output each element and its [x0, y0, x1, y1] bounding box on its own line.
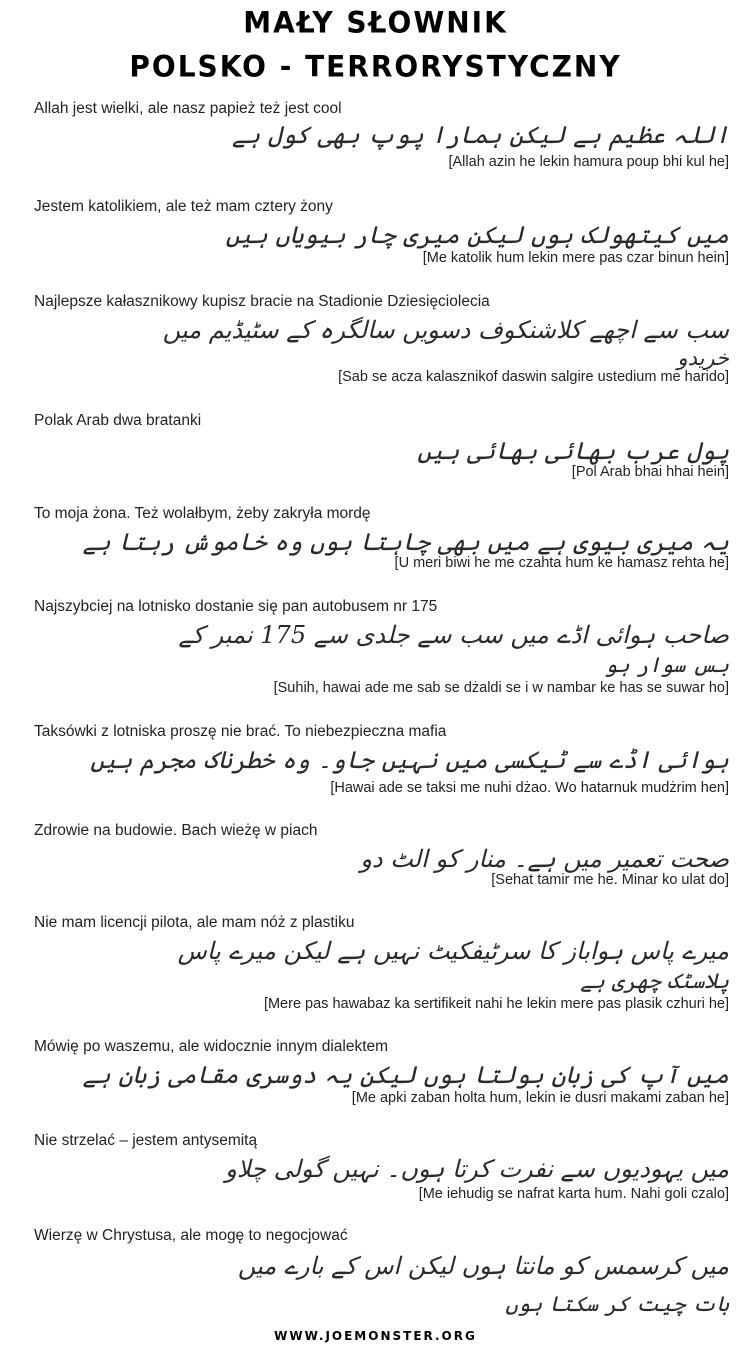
- urdu-handwriting: میں کرسمس کو مانتا ہوں لیکن اس کے بارے میں: [237, 1252, 729, 1280]
- polish-phrase: Mówię po waszemu, ale widocznie innym dialektem: [34, 1038, 389, 1055]
- urdu-handwriting: میں یہودیوں سے نفرت کرتا ہوں۔ نہیں گولی چلاو: [225, 1155, 729, 1183]
- urdu-handwriting: ہوائی اڈے سے ٹیکسی میں نہیں جاو۔ وہ خطرناک مجرم ہیں: [90, 746, 729, 774]
- transliteration: [Sehat tamir me he. Minar ko ulat do]: [491, 872, 729, 888]
- polish-phrase: Nie strzelać – jestem antysemitą: [34, 1132, 258, 1149]
- urdu-handwriting: پول عرب بھائی بھائی ہیں: [417, 437, 729, 465]
- polish-phrase: Taksówki z lotniska proszę nie brać. To niebezpieczna mafia: [34, 723, 447, 740]
- page-title-line-1: MAŁY SŁOWNIK: [243, 5, 508, 40]
- polish-phrase: Allah jest wielki, ale nasz papież też jest cool: [34, 100, 342, 117]
- urdu-handwriting: میں کیتھولک ہوں لیکن میری چار بیویاں ہیں: [225, 221, 729, 249]
- urdu-handwriting: سب سے اچھے کلاشنکوف دسویں سالگرہ کے سٹیڈیم میں: [162, 316, 729, 344]
- transliteration: [Sab se acza kalasznikof daswin salgire ustedium me harido]: [338, 369, 729, 385]
- urdu-handwriting: صحت تعمیر میں ہے۔ منار کو الٹ دو: [360, 845, 729, 873]
- transliteration: [Pol Arab bhai hhai hein]: [571, 464, 729, 480]
- transliteration: [Hawai ade se taksi me nuhi dżao. Wo hatarnuk mudżrim hen]: [330, 780, 729, 796]
- page-title-line-2: POLSKO - TERRORYSTYCZNY: [129, 49, 622, 84]
- urdu-handwriting: میں آپ کی زبان بولتا ہوں لیکن یہ دوسری مقامی زبان ہے: [82, 1061, 729, 1089]
- polish-phrase: Najszybciej na lotnisko dostanie się pan autobusem nr 175: [34, 598, 438, 615]
- transliteration: [U meri biwi he me czahta hum ke hamasz rehta he]: [394, 555, 729, 571]
- polish-phrase: Zdrowie na budowie. Bach wieżę w piach: [34, 822, 318, 839]
- polish-phrase: Jestem katolikiem, ale też mam cztery żony: [34, 198, 333, 215]
- urdu-handwriting: میرے پاس ہواباز کا سرٹیفکیٹ نہیں ہے لیکن میرے پاس: [177, 937, 729, 965]
- transliteration: [Suhih, hawai ade me sab se dżaldi se i w nambar ke has se suwar ho]: [273, 680, 729, 696]
- transliteration: [Mere pas hawabaz ka sertifikeit nahi he lekin mere pas plasik czhuri he]: [263, 996, 729, 1012]
- transliteration: [Me iehudig se nafrat karta hum. Nahi goli czalo]: [418, 1186, 729, 1202]
- urdu-handwriting-continued: بس سوار ہو: [604, 653, 729, 677]
- transliteration: [Allah azin he lekin hamura poup bhi kul he]: [448, 154, 729, 170]
- urdu-handwriting-continued: بات چیت کر سکتا ہوں: [505, 1292, 729, 1316]
- urdu-handwriting: صاحب ہوائی اڈے میں سب سے جلدی سے 175 نمبر کے: [178, 621, 729, 649]
- site-footer: WWW.JOEMONSTER.ORG: [274, 1329, 477, 1343]
- polish-phrase: Najlepsze kałasznikowy kupisz bracie na Stadionie Dziesięciolecia: [34, 293, 490, 310]
- urdu-handwriting: یہ میری بیوی ہے میں بھی چاہتا ہوں وہ خاموش رہتا ہے: [82, 528, 729, 556]
- transliteration: [Me katolik hum lekin mere pas czar binun hein]: [422, 250, 729, 266]
- polish-phrase: Wierzę w Chrystusa, ale mogę to negocjować: [34, 1227, 348, 1244]
- transliteration: [Me apki zaban holta hum, lekin ie dusri makami zaban he]: [351, 1090, 729, 1106]
- polish-phrase: Polak Arab dwa bratanki: [34, 412, 202, 429]
- polish-phrase: Nie mam licencji pilota, ale mam nóż z plastiku: [34, 914, 355, 931]
- urdu-handwriting-continued: پلاسٹک چھری ہے: [580, 969, 729, 993]
- polish-phrase: To moja żona. Też wolałbym, żeby zakryła mordę: [34, 505, 371, 522]
- urdu-handwriting-continued: خریدو: [677, 346, 729, 370]
- urdu-handwriting: اللہ عظیم ہے لیکن ہمارا پوپ بھی کول ہے: [232, 121, 729, 149]
